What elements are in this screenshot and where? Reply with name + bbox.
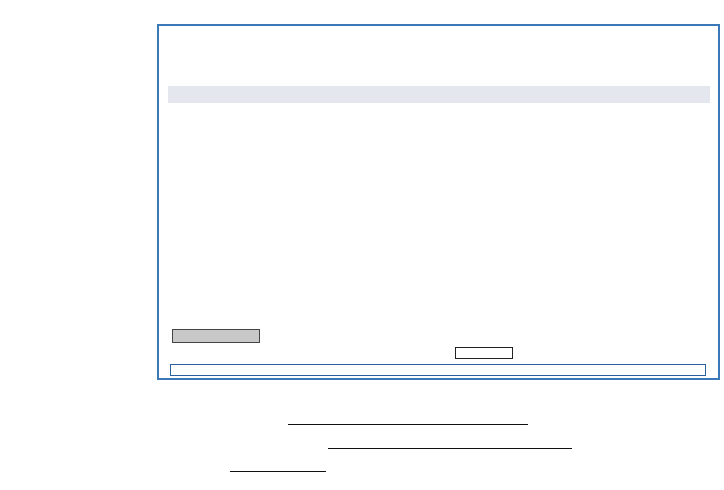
total-button[interactable] (172, 329, 260, 343)
footer-field[interactable] (170, 364, 706, 376)
to-line[interactable] (288, 424, 528, 425)
date-line[interactable] (230, 471, 326, 472)
records-count-field[interactable] (455, 347, 513, 359)
with-line[interactable] (328, 448, 572, 449)
column-header-bar (168, 86, 710, 103)
financial-form (157, 24, 720, 380)
